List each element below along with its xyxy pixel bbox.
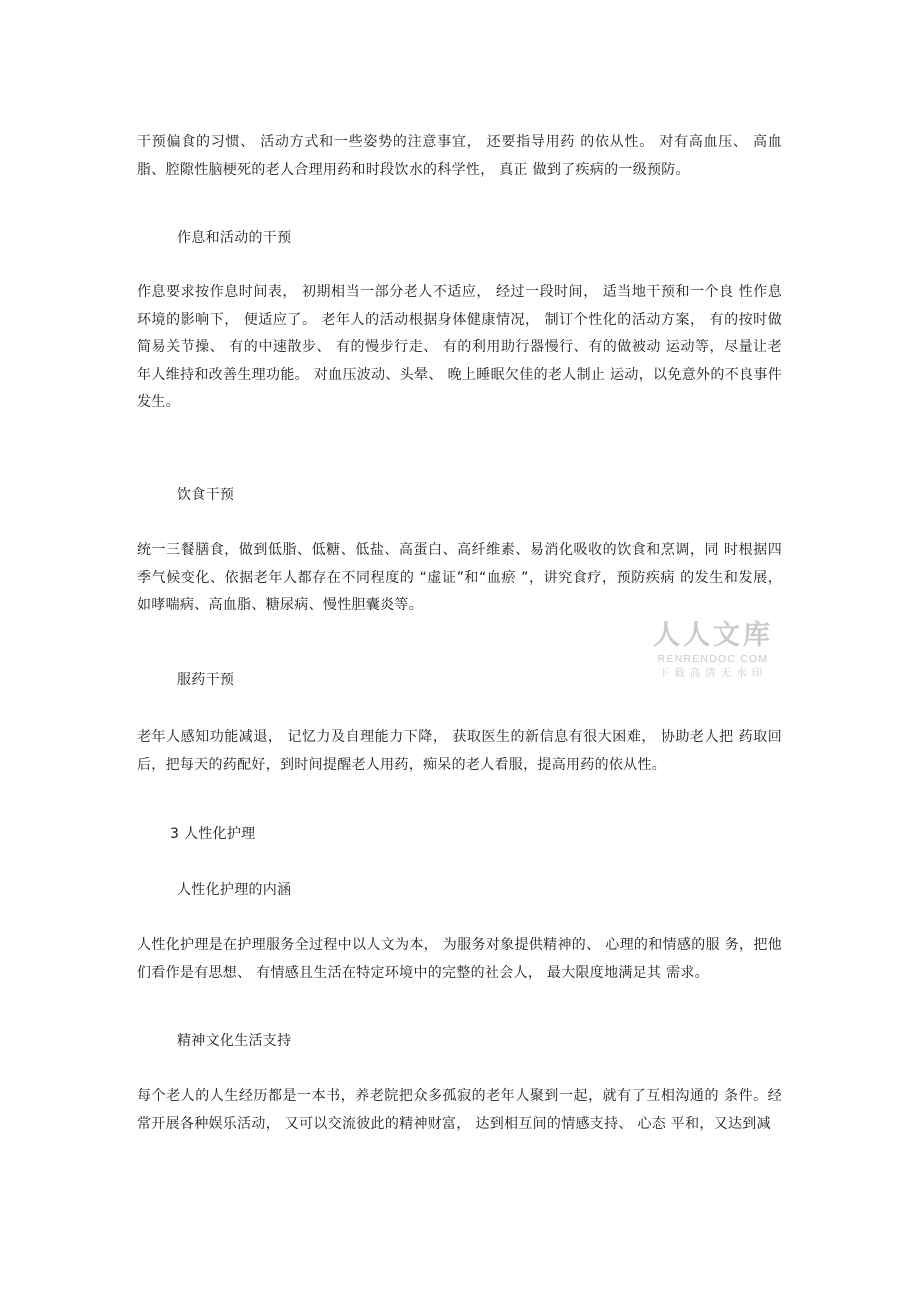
watermark-logo <box>648 620 778 680</box>
heading-humanized-care: 人性化护理的内涵 <box>177 882 292 898</box>
watermark-title: 人人文库 <box>653 620 773 651</box>
paragraph-medication-guidance: 干预偏食的习惯、 活动方式和一些姿势的注意事宜， 还要指导用药 的依从性。 对有高血压、 高血脂、腔隙性脑梗死的老人合理用药和时段饮水的科学性， 真正 做到了疾病的一级预防。 <box>137 134 782 178</box>
paragraph-diet: 统一三餐膳食，做到低脂、低糖、低盐、高蛋白、高纤维素、易消化吸收的饮食和烹调，同 时根据四季气候变化、依据老年人都存在不同程度的 “虚证”和“血瘀 ”，讲究食疗，预防疾病 的发生和发展，如哮喘病、高血脂、糖尿病、慢性胆囊炎等。 <box>137 542 782 613</box>
heading-rest-activity: 作息和活动的干预 <box>177 230 292 246</box>
heading-medication: 服药干预 <box>177 672 235 688</box>
paragraph-spiritual-support: 每个老人的人生经历都是一本书，养老院把众多孤寂的老年人聚到一起，就有了互相沟通的 条件。经常开展各种娱乐活动， 又可以交流彼此的精神财富， 达到相互间的情感支持、 心态 平和，又达到减 <box>137 1088 782 1132</box>
heading-section-3: 3 人性化护理 <box>170 826 256 842</box>
paragraph-medication: 老年人感知功能减退， 记忆力及自理能力下降， 获取医生的新信息有很大困难， 协助老人把 药取回后，把每天的药配好，到时间提醒老人用药，痴呆的老人看服，提高用药的依从性。 <box>137 729 782 773</box>
heading-diet: 饮食干预 <box>177 487 235 503</box>
paragraph-rest-activity: 作息要求按作息时间表， 初期相当一部分老人不适应， 经过一段时间， 适当地干预和一个良 性作息环境的影响下， 便适应了。 老年人的活动根据身体健康情况， 制订个性化的活动方案， 有的按时做简易关节操、 有的中速散步、 有的慢步行走、 有的利用助行器慢行、有的做被动 运动等，尽量让老年人维持和改善生理功能。 对血压波动、头晕、 晚上睡眠欠佳的老人制止 运动，以免意外的不良事件发生。 <box>137 284 782 410</box>
heading-spiritual-support: 精神文化生活支持 <box>177 1033 292 1049</box>
paragraph-humanized-care: 人性化护理是在护理服务全过程中以人文为本， 为服务对象提供精神的、 心理的和情感的服 务，把他们看作是有思想、 有情感且生活在特定环境中的完整的社会人， 最大限度地满足其 需求。 <box>137 937 782 981</box>
watermark-url: RENRENDOC.COM <box>657 653 769 665</box>
watermark-subtitle: 下载高清无水印 <box>658 667 768 679</box>
